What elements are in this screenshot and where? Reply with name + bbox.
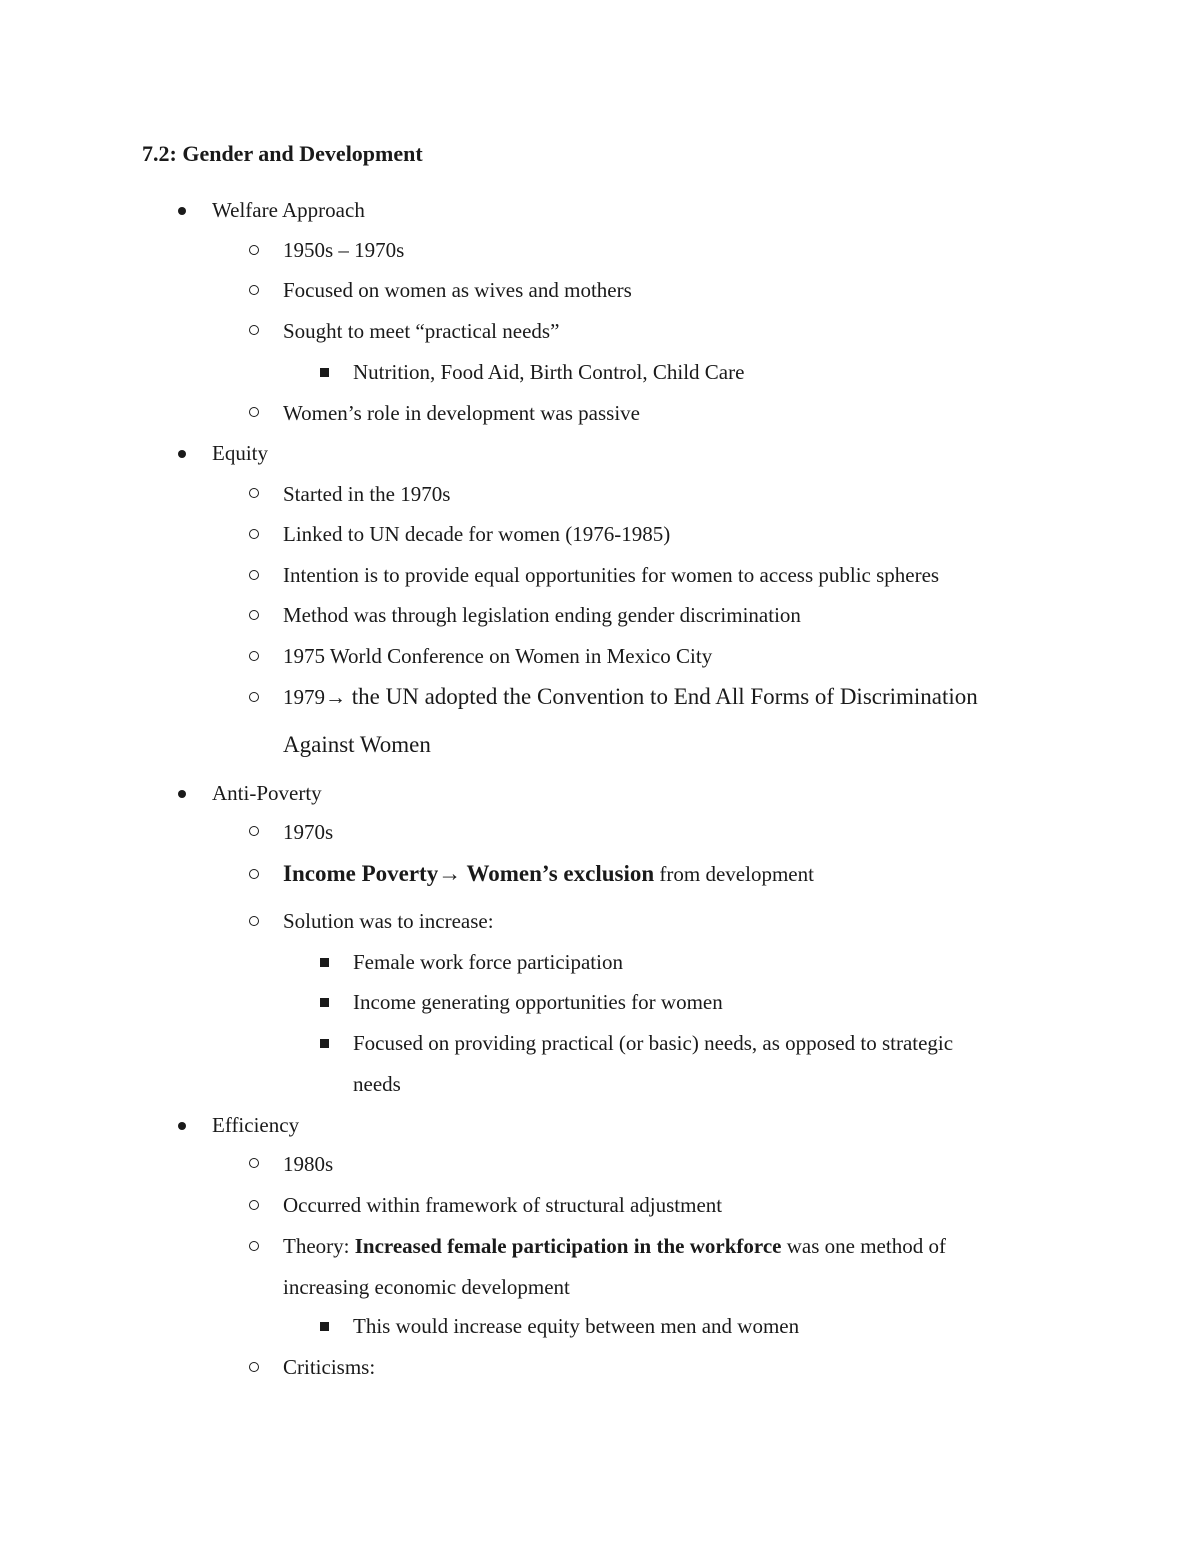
list-item — [283, 1232, 946, 1260]
list-item — [283, 860, 814, 888]
list-item: Solution was to increase: — [283, 909, 494, 933]
list-item: Intention is to provide equal opportunities for women to access public spheres — [283, 563, 940, 587]
list-item: Linked to UN decade for women (1976-1985) — [283, 522, 671, 546]
bullet-circle-icon — [249, 285, 259, 295]
bullet-disc-icon — [178, 450, 186, 458]
list-item-continuation: needs — [353, 1072, 401, 1096]
bullet-circle-icon — [249, 245, 259, 255]
list-item: 1975 World Conference on Women in Mexico City — [283, 644, 713, 668]
plain-text: from development — [654, 862, 814, 886]
list-item: Criticisms: — [283, 1355, 376, 1379]
bullet-circle-icon — [249, 826, 259, 836]
list-item: Nutrition, Food Aid, Birth Control, Child Care — [353, 360, 745, 384]
list-item: Focused on providing practical (or basic) needs, as opposed to strategic — [353, 1031, 954, 1055]
list-item: Women’s role in development was passive — [283, 401, 640, 425]
list-item: Sought to meet “practical needs” — [283, 319, 560, 343]
bullet-circle-icon — [249, 529, 259, 539]
bullet-disc-icon — [178, 790, 186, 798]
bullet-circle-icon — [249, 1362, 259, 1372]
year-text: 1979→ — [283, 685, 346, 709]
convention-text: the UN adopted the Convention to End All Forms of Discrimination — [346, 684, 978, 709]
bullet-circle-icon — [249, 610, 259, 620]
bullet-disc-icon — [178, 207, 186, 215]
page-title: 7.2: Gender and Development — [142, 141, 423, 166]
bullet-circle-icon — [249, 407, 259, 417]
bullet-circle-icon — [249, 651, 259, 661]
section-welfare-heading: Welfare Approach — [212, 198, 365, 222]
bullet-circle-icon — [249, 1241, 259, 1251]
bullet-square-icon — [320, 1322, 329, 1331]
bullet-circle-icon — [249, 692, 259, 702]
bullet-circle-icon — [249, 869, 259, 879]
bullet-square-icon — [320, 958, 329, 967]
list-item: Method was through legislation ending gender discrimination — [283, 603, 801, 627]
emphasis-text: Income Poverty→ Women’s exclusion — [283, 861, 655, 886]
list-item-continuation: increasing economic development — [283, 1275, 570, 1299]
list-item: Female work force participation — [353, 950, 623, 974]
bullet-circle-icon — [249, 488, 259, 498]
plain-text: was one method of — [781, 1234, 946, 1258]
bullet-square-icon — [320, 998, 329, 1007]
bullet-circle-icon — [249, 1200, 259, 1210]
list-item: 1950s – 1970s — [283, 238, 405, 262]
bullet-circle-icon — [249, 570, 259, 580]
emphasis-text: Increased female participation in the workforce — [354, 1234, 782, 1258]
bullet-disc-icon — [178, 1122, 186, 1130]
list-item: 1980s — [283, 1152, 334, 1176]
bullet-square-icon — [320, 368, 329, 377]
list-item-continuation: Against Women — [283, 732, 431, 757]
list-item — [283, 683, 978, 711]
list-item: Started in the 1970s — [283, 482, 451, 506]
list-item: Income generating opportunities for women — [353, 990, 723, 1014]
list-item: Focused on women as wives and mothers — [283, 278, 632, 302]
list-item: 1970s — [283, 820, 334, 844]
section-equity-heading: Equity — [212, 441, 268, 465]
plain-text: Theory: — [283, 1234, 355, 1258]
list-item: Occurred within framework of structural adjustment — [283, 1193, 723, 1217]
section-efficiency-heading: Efficiency — [212, 1113, 300, 1137]
section-antipoverty-heading: Anti-Poverty — [212, 781, 322, 805]
bullet-square-icon — [320, 1039, 329, 1048]
list-item: This would increase equity between men and women — [353, 1314, 800, 1338]
bullet-circle-icon — [249, 1158, 259, 1168]
bullet-circle-icon — [249, 916, 259, 926]
bullet-circle-icon — [249, 325, 259, 335]
